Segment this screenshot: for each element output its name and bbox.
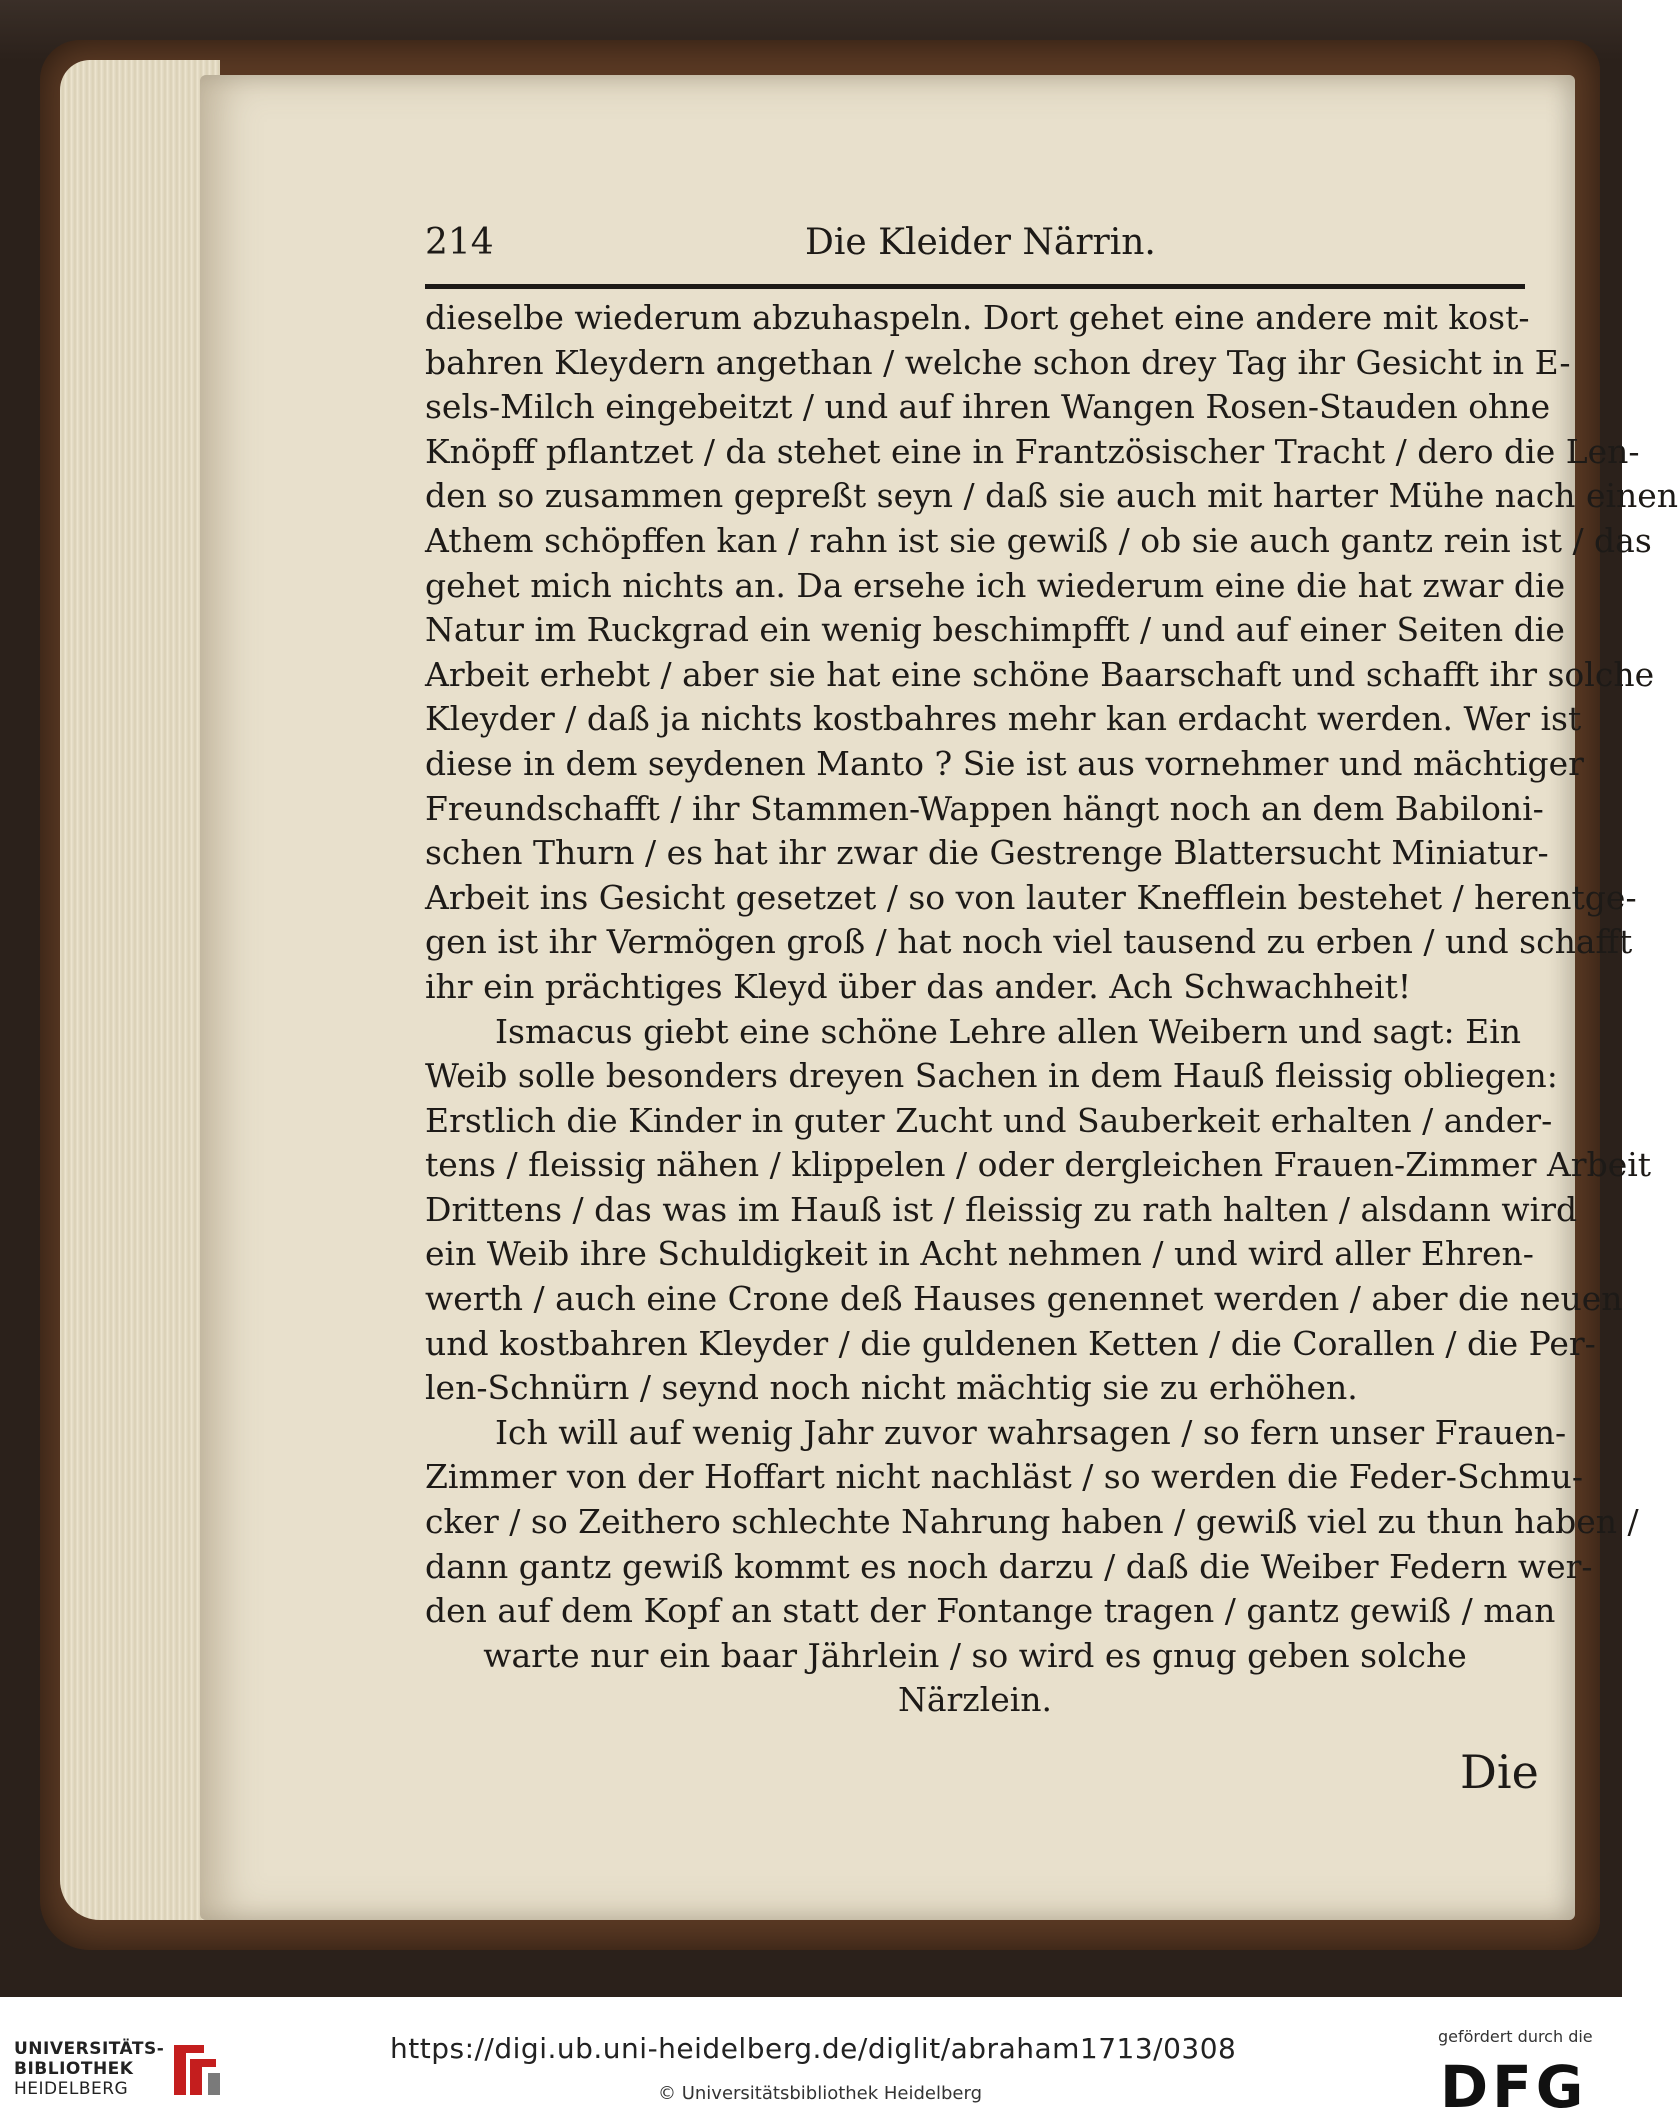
library-logo[interactable] bbox=[14, 2039, 224, 2099]
body-text bbox=[425, 296, 1678, 1723]
library-name-line: HEIDELBERG bbox=[14, 2079, 129, 2099]
text-line: werth / auch eine Crone deß Hauses genennet werden / aber die neuen bbox=[425, 1279, 1623, 1319]
text-line: Arbeit ins Gesicht gesetzet / so von lauter Knefflein bestehet / herentge- bbox=[425, 877, 1637, 917]
page-header bbox=[425, 222, 1525, 277]
library-name-line: UNIVERSITÄTS- bbox=[14, 2039, 165, 2059]
text-line: Weib solle besonders dreyen Sachen in dem Hauß fleissig obliegen: bbox=[425, 1056, 1558, 1096]
text-line: sels-Milch eingebeitzt / und auf ihren Wangen Rosen-Stauden ohne bbox=[425, 387, 1551, 427]
permalink-url[interactable]: https://digi.ub.uni-heidelberg.de/diglit/abraham1713/0308 bbox=[390, 2032, 1237, 2065]
text-line: Athem schöpffen kan / rahn ist sie gewiß / ob sie auch gantz rein ist / das bbox=[425, 520, 1652, 560]
text-line: gen ist ihr Vermögen groß / hat noch viel tausend zu erben / und schafft bbox=[425, 922, 1633, 962]
text-line: ihr ein prächtiges Kleyd über das ander. Ach Schwachheit! bbox=[425, 966, 1412, 1006]
library-emblem-icon bbox=[164, 2039, 224, 2101]
library-name bbox=[14, 2039, 164, 2099]
dfg-logo: DFG bbox=[1440, 2053, 1588, 2121]
text-line: diese in dem seydenen Manto ? Sie ist aus vornehmer und mächtiger bbox=[425, 743, 1584, 783]
text-line: gehet mich nichts an. Da ersehe ich wiederum eine die hat zwar die bbox=[425, 565, 1566, 605]
text-line: Ismacus giebt eine schöne Lehre allen Weibern und sagt: Ein bbox=[495, 1011, 1521, 1051]
text-line: tens / fleissig nähen / klippelen / oder dergleichen Frauen-Zimmer Arbeit bbox=[425, 1145, 1652, 1185]
catchword: Die bbox=[1460, 1745, 1539, 1799]
text-line: len-Schnürn / seynd noch nicht mächtig sie zu erhöhen. bbox=[425, 1368, 1358, 1408]
text-line: Erstlich die Kinder in guter Zucht und Sauberkeit erhalten / ander- bbox=[425, 1100, 1553, 1140]
header-rule bbox=[425, 284, 1525, 289]
viewer-footer bbox=[0, 1997, 1622, 2125]
text-line: ein Weib ihre Schuldigkeit in Acht nehmen / und wird aller Ehren- bbox=[425, 1234, 1534, 1274]
library-name-line: BIBLIOTHEK bbox=[14, 2059, 134, 2079]
text-line: Freundschafft / ihr Stammen-Wappen hängt noch an dem Babiloni- bbox=[425, 788, 1544, 828]
text-line: Drittens / das was im Hauß ist / fleissig zu rath halten / alsdann wird bbox=[425, 1189, 1578, 1229]
text-line: cker / so Zeithero schlechte Nahrung haben / gewiß viel zu thun haben / bbox=[425, 1502, 1639, 1542]
text-line: Närzlein. bbox=[897, 1680, 1053, 1720]
text-line: warte nur ein baar Jährlein / so wird es gnug geben solche bbox=[483, 1635, 1467, 1675]
copyright-notice: © Universitätsbibliothek Heidelberg bbox=[658, 2083, 983, 2104]
text-line: Ich will auf wenig Jahr zuvor wahrsagen / so fern unser Frauen- bbox=[495, 1412, 1567, 1452]
funding-note: gefördert durch die bbox=[1438, 2027, 1593, 2046]
page-edges bbox=[60, 60, 220, 1920]
text-line: und kostbahren Kleyder / die guldenen Ketten / die Corallen / die Per- bbox=[425, 1323, 1596, 1363]
text-line: Natur im Ruckgrad ein wenig beschimpfft / und auf einer Seiten die bbox=[425, 610, 1565, 650]
page-number: 214 bbox=[425, 222, 494, 263]
text-line: den auf dem Kopf an statt der Fontange tragen / gantz gewiß / man bbox=[425, 1591, 1556, 1631]
text-line: dieselbe wiederum abzuhaspeln. Dort gehet eine andere mit kost- bbox=[425, 298, 1530, 337]
text-line: den so zusammen gepreßt seyn / daß sie auch mit harter Mühe nach einen bbox=[425, 476, 1678, 516]
text-line: Knöpff pflantzet / da stehet eine in Frantzösischer Tracht / dero die Len- bbox=[425, 431, 1640, 471]
text-line: Arbeit erhebt / aber sie hat eine schöne Baarschaft und schafft ihr solche bbox=[425, 654, 1655, 694]
text-line: dann gantz gewiß kommt es noch darzu / daß die Weiber Federn wer- bbox=[425, 1546, 1593, 1586]
running-title: Die Kleider Närrin. bbox=[805, 222, 1156, 263]
text-line: Kleyder / daß ja nichts kostbahres mehr kan erdacht werden. Wer ist bbox=[425, 699, 1582, 739]
text-line: bahren Kleydern angethan / welche schon drey Tag ihr Gesicht in E- bbox=[425, 342, 1571, 382]
text-line: schen Thurn / es hat ihr zwar die Gestrenge Blattersucht Miniatur- bbox=[425, 833, 1549, 873]
text-line: Zimmer von der Hoffart nicht nachläst / so werden die Feder-Schmu- bbox=[425, 1457, 1583, 1497]
